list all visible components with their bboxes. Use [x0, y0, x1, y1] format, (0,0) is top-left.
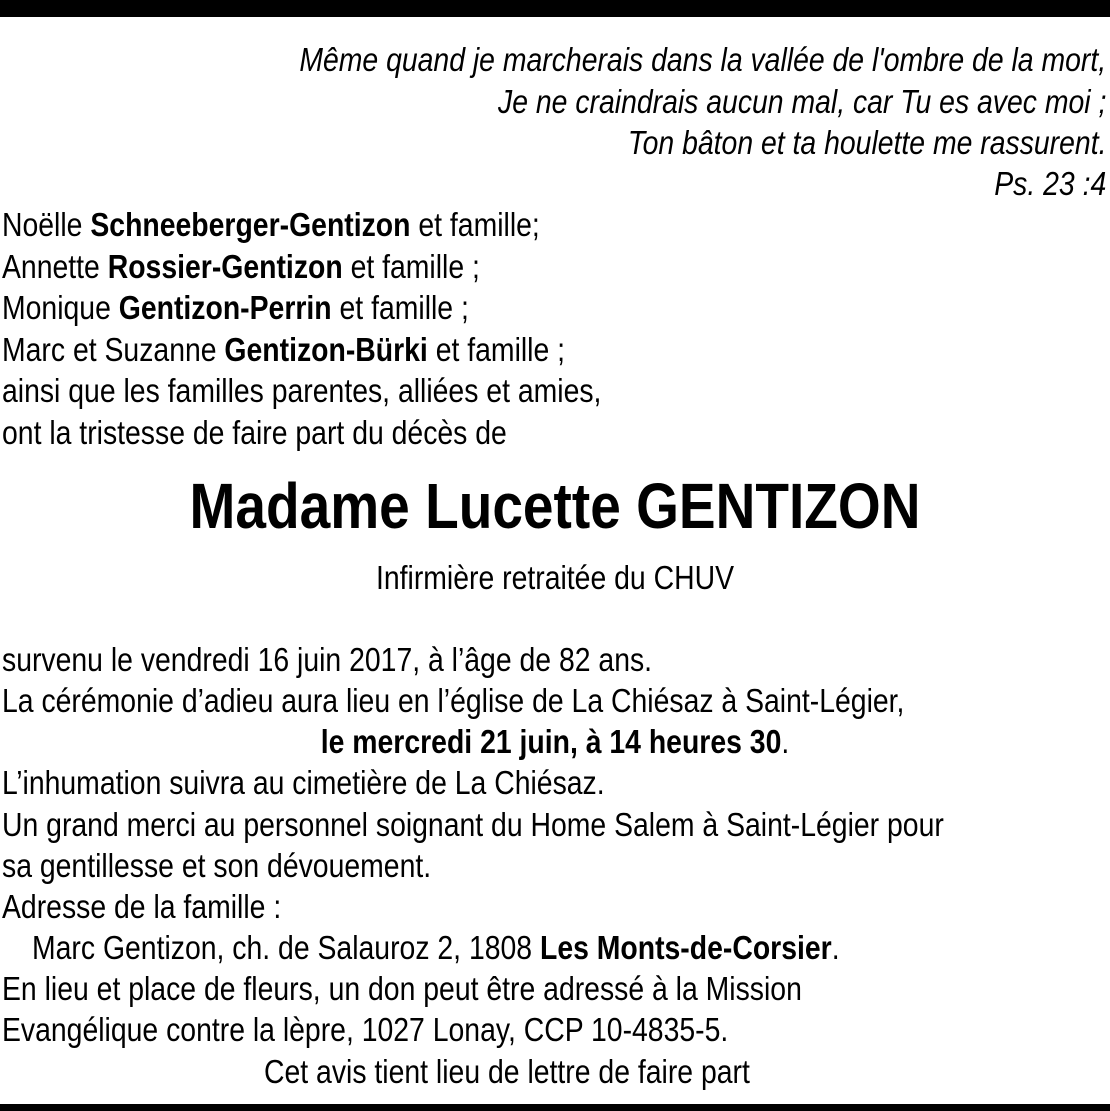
family-line [2, 330, 565, 370]
family-suffix: et famille ; [427, 331, 566, 368]
family-suffix: et famille; [410, 206, 540, 243]
family-surname: Schneeberger-Gentizon [90, 206, 411, 243]
thanks-line-2: sa gentillesse et son dévouement. [2, 847, 432, 884]
deceased-occupation: Infirmière retraitée du CHUV [375, 559, 735, 596]
family-first-name: Noëlle [2, 206, 91, 243]
ceremony-date-line [78, 722, 1033, 762]
family-line [2, 288, 469, 328]
family-first-name: Monique [2, 289, 119, 326]
donation-line-1: En lieu et place de fleurs, un don peut être adressé à la Mission [2, 970, 802, 1007]
relatives-line: ainsi que les familles parentes, alliées et amies, [2, 372, 602, 409]
closing-line: Cet avis tient lieu de lettre de faire part [264, 1053, 750, 1090]
family-surname: Rossier-Gentizon [107, 248, 343, 285]
ceremony-date: le mercredi 21 juin, à 14 heures 30 [320, 723, 782, 760]
verse-line-3: Ton bâton et ta houlette me rassurent. [627, 124, 1106, 161]
family-first-name: Annette [2, 248, 108, 285]
address-period: . [831, 929, 840, 966]
top-border-rule [0, 0, 1110, 17]
family-first-name: Marc et Suzanne [2, 331, 225, 368]
address-locality: Les Monts-de-Corsier [539, 929, 832, 966]
family-address [32, 928, 840, 968]
family-line [2, 205, 540, 245]
family-suffix: et famille ; [342, 248, 480, 285]
verse-line-2: Je ne craindrais aucun mal, car Tu es avec moi ; [497, 83, 1106, 120]
family-surname: Gentizon-Perrin [118, 289, 332, 326]
address-label: Adresse de la famille : [2, 888, 282, 925]
burial-line: L’inhumation suivra au cimetière de La Chiésaz. [2, 764, 605, 801]
address-street: Marc Gentizon, ch. de Salauroz 2, 1808 [32, 929, 540, 966]
ceremony-line: La cérémonie d’adieu aura lieu en l’église de La Chiésaz à Saint-Légier, [2, 682, 905, 719]
bottom-border-rule [0, 1104, 1110, 1111]
verse-reference: Ps. 23 :4 [993, 165, 1106, 202]
ceremony-date-period: . [781, 723, 790, 760]
family-line [2, 247, 480, 287]
deceased-name: Madame Lucette GENTIZON [189, 470, 921, 542]
donation-line-2: Evangélique contre la lèpre, 1027 Lonay, CCP 10-4835-5. [2, 1011, 729, 1048]
family-suffix: et famille ; [331, 289, 469, 326]
death-line: survenu le vendredi 16 juin 2017, à l’âge de 82 ans. [2, 641, 653, 678]
thanks-line-1: Un grand merci au personnel soignant du Home Salem à Saint-Légier pour [2, 806, 944, 843]
family-surname: Gentizon-Bürki [224, 331, 428, 368]
announcement-line: ont la tristesse de faire part du décès de [2, 414, 507, 451]
verse-line-1: Même quand je marcherais dans la vallée de l'ombre de la mort, [299, 41, 1106, 78]
